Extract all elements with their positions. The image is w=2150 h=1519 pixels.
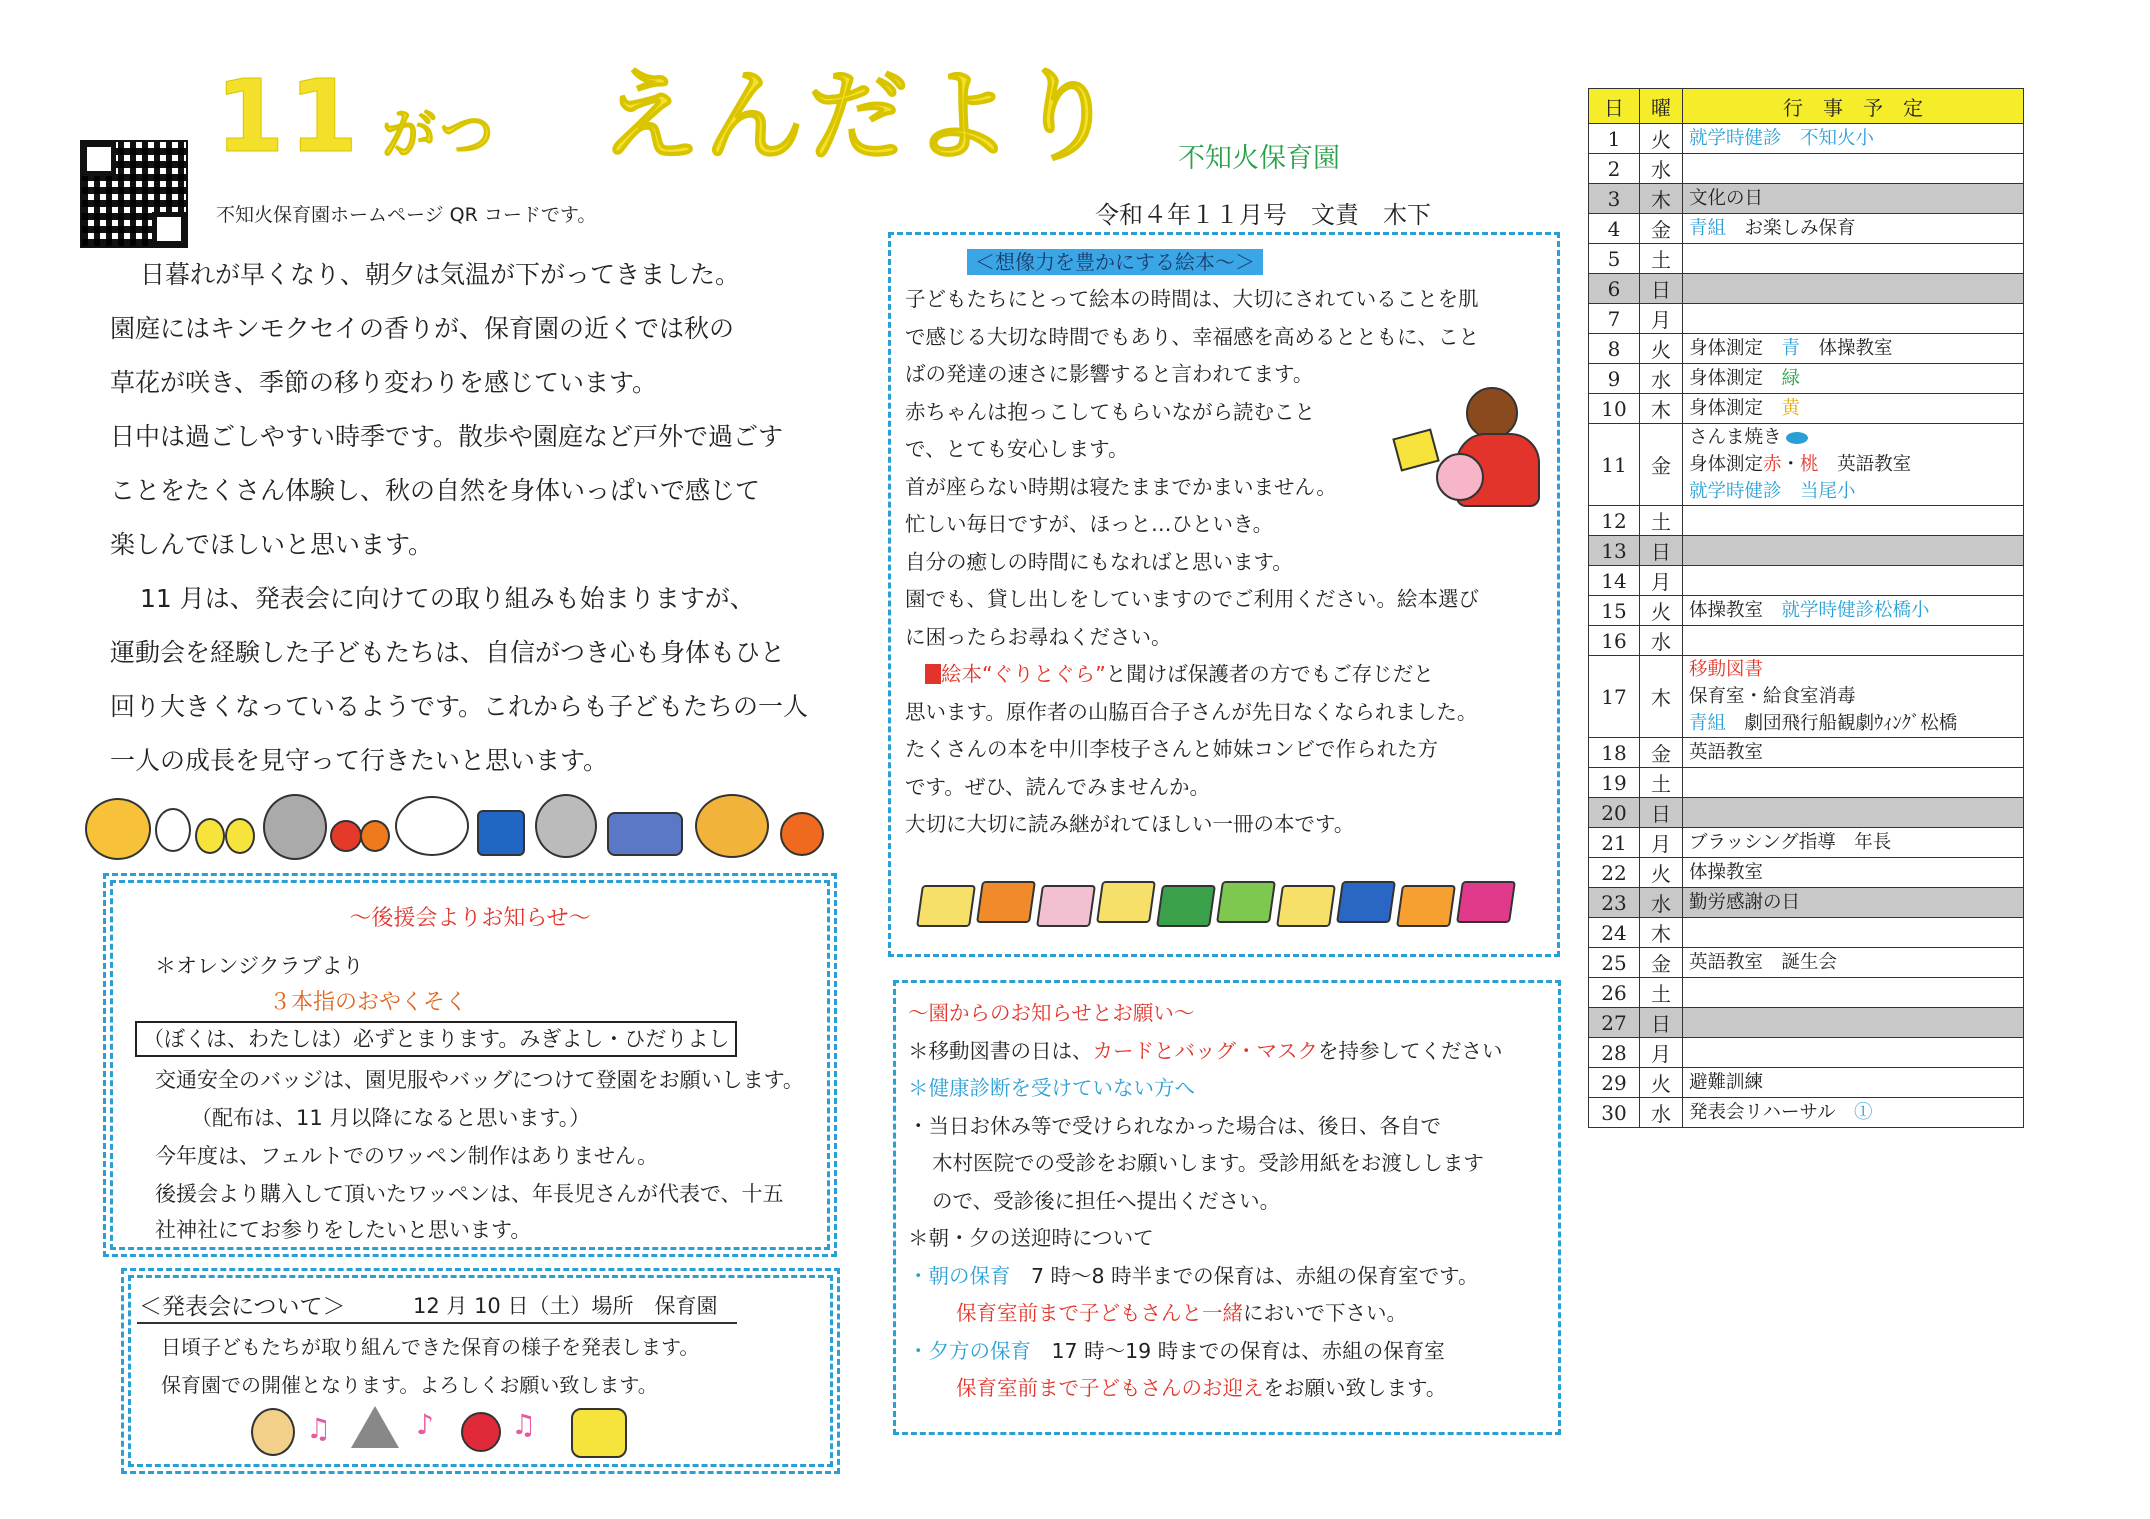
notices-line: 木村医院での受診をお願いします。受診用紙をお渡しします	[932, 1151, 1484, 1175]
picture-books-line: 子どもたちにとって絵本の時間は、大切にされていることを肌	[905, 287, 1479, 311]
calendar-row	[1589, 506, 2024, 536]
calendar-event-text: ①	[1854, 1101, 1873, 1123]
fish-icon	[1786, 432, 1808, 444]
calendar-events	[1683, 304, 2024, 334]
calendar-event-line	[1689, 597, 2017, 625]
calendar-weekday: 土	[1640, 244, 1683, 274]
guri-intro-line	[905, 656, 1479, 694]
calendar-row	[1589, 566, 2024, 596]
calendar-events	[1683, 506, 2024, 536]
picture-books-line: 首が座らない時期は寝たままでかまいません。	[905, 474, 1337, 499]
notice-highlight: カードとバッグ・マスク	[1092, 1038, 1318, 1063]
book-icon	[1336, 881, 1396, 923]
calendar-event-line	[1689, 859, 2017, 887]
calendar-events	[1683, 978, 2024, 1008]
notices-line: ＊朝・夕の送迎時について	[908, 1226, 1154, 1250]
calendar-event-line	[1689, 739, 2017, 767]
baby-icon	[1436, 453, 1484, 501]
calendar-events	[1683, 888, 2024, 918]
picture-books-box	[888, 232, 1560, 957]
calendar-weekday: 金	[1640, 948, 1683, 978]
intro-line: 日暮れが早くなり、朝夕は気温が下がってきました。	[140, 260, 741, 289]
calendar-row	[1589, 738, 2024, 768]
calendar-event-line	[1689, 829, 2017, 857]
instruments-illustration	[251, 1402, 671, 1458]
calendar-events	[1683, 566, 2024, 596]
calendar-day: 8	[1589, 334, 1640, 364]
support-title: ～後援会よりお知らせ～	[349, 906, 591, 931]
calendar-row	[1589, 154, 2024, 184]
picture-books-title	[967, 249, 1263, 275]
book-icon	[1392, 428, 1439, 471]
persimmon-icon	[780, 812, 824, 856]
calendar-event-text: さんま焼き	[1689, 427, 1782, 448]
calendar-events	[1683, 596, 2024, 626]
calendar-row	[1589, 536, 2024, 566]
calendar-day: 23	[1589, 888, 1640, 918]
calendar-event-text: 緑	[1781, 367, 1801, 389]
calendar-day: 1	[1589, 124, 1640, 154]
notice-highlight: 保育室前まで子どもさんのお迎え	[956, 1376, 1264, 1400]
calendar-event-text: 就学時健診 不知火小	[1689, 127, 1875, 149]
intro-line: 園庭にはキンモクセイの香りが、保育園の近くでは秋の	[110, 314, 735, 343]
calendar-weekday: 土	[1640, 768, 1683, 798]
calendar-event-text: 体操教室	[1689, 861, 1764, 883]
calendar-header-weekday: 曜	[1640, 89, 1683, 124]
cat-icon	[263, 794, 327, 860]
recital-when: 12 月 10 日（土）場所 保育園	[413, 1294, 718, 1318]
calendar-row	[1589, 244, 2024, 274]
book-icon	[1036, 885, 1096, 927]
calendar-events	[1683, 858, 2024, 888]
calendar-day: 9	[1589, 364, 1640, 394]
calendar-weekday: 日	[1640, 274, 1683, 304]
recital-title: ＜発表会について＞	[139, 1294, 346, 1320]
mother-reading-illustration	[1396, 383, 1546, 523]
book-icon	[1096, 881, 1156, 923]
event-calendar	[1588, 88, 2024, 1128]
calendar-event-line	[1689, 1069, 2017, 1097]
calendar-day: 28	[1589, 1038, 1640, 1068]
calendar-event-line	[1689, 125, 2017, 153]
notices-box	[893, 980, 1561, 1435]
calendar-event-text: 身体測定	[1689, 397, 1782, 419]
books-illustration-strip	[919, 875, 1539, 931]
calendar-day: 25	[1589, 948, 1640, 978]
calendar-weekday: 水	[1640, 888, 1683, 918]
triangle-icon	[351, 1406, 399, 1448]
calendar-row	[1589, 656, 2024, 738]
picture-books-line: で、とても安心します。	[905, 437, 1129, 461]
calendar-event-text: 青組	[1689, 217, 1727, 239]
intro-line: 回り大きくなっているようです。これからも子どもたちの一人	[110, 692, 809, 721]
calendar-events	[1683, 154, 2024, 184]
calendar-weekday: 月	[1640, 1038, 1683, 1068]
calendar-weekday: 金	[1640, 738, 1683, 768]
notices-line	[908, 1033, 1503, 1071]
calendar-event-line	[1689, 424, 2017, 451]
rabbit-icon	[395, 796, 469, 856]
calendar-row	[1589, 1068, 2024, 1098]
calendar-row	[1589, 978, 2024, 1008]
calendar-event-text: 移動図書	[1689, 659, 1764, 680]
intro-line: 運動会を経験した子どもたちは、自信がつき心も身体もひと	[110, 638, 786, 667]
calendar-events	[1683, 536, 2024, 566]
calendar-events	[1683, 1008, 2024, 1038]
calendar-events	[1683, 798, 2024, 828]
notices-line: ので、受診後に担任へ提出ください。	[932, 1188, 1281, 1213]
animal-illustration-strip	[85, 790, 845, 860]
calendar-day: 21	[1589, 828, 1640, 858]
calendar-row	[1589, 1098, 2024, 1128]
calendar-events	[1683, 828, 2024, 858]
picture-books-text	[905, 281, 1479, 844]
calendar-row	[1589, 768, 2024, 798]
calendar-row	[1589, 918, 2024, 948]
calendar-event-text: 文化の日	[1689, 187, 1764, 209]
qr-code-icon	[80, 140, 188, 248]
calendar-weekday: 土	[1640, 978, 1683, 1008]
calendar-event-text: 英語教室	[1818, 454, 1912, 475]
calendar-event-line	[1689, 451, 2017, 478]
calendar-weekday: 水	[1640, 154, 1683, 184]
calendar-weekday: 木	[1640, 394, 1683, 424]
calendar-weekday: 日	[1640, 536, 1683, 566]
book-icon	[976, 881, 1036, 923]
calendar-event-text: 英語教室 誕生会	[1689, 951, 1838, 973]
calendar-weekday: 火	[1640, 124, 1683, 154]
picture-books-heading: ＜想像力を豊かにする絵本～＞	[967, 249, 1263, 275]
calendar-weekday: 火	[1640, 596, 1683, 626]
calendar-event-text: 避難訓練	[1689, 1071, 1764, 1093]
calendar-row	[1589, 394, 2024, 424]
calendar-weekday: 木	[1640, 918, 1683, 948]
calendar-row	[1589, 828, 2024, 858]
calendar-day: 6	[1589, 274, 1640, 304]
calendar-row	[1589, 1008, 2024, 1038]
page-title: えんだより	[600, 58, 1120, 175]
picture-books-line: 園でも、貸し出しをしていますのでご利用ください。絵本選び	[905, 587, 1479, 611]
calendar-day: 19	[1589, 768, 1640, 798]
calendar-event-text: 就学時健診 当尾小	[1689, 481, 1856, 502]
calendar-event-line	[1689, 683, 2017, 710]
calendar-events	[1683, 364, 2024, 394]
calendar-weekday: 水	[1640, 364, 1683, 394]
calendar-day: 10	[1589, 394, 1640, 424]
calendar-day: 26	[1589, 978, 1640, 1008]
calendar-weekday: 土	[1640, 506, 1683, 536]
calendar-day: 4	[1589, 214, 1640, 244]
calendar-row	[1589, 364, 2024, 394]
support-line: 後援会より購入して頂いたワッペンは、年長児さんが代表で、十五	[155, 1182, 784, 1206]
notices-line	[908, 1295, 1503, 1333]
calendar-event-text: 勤労感謝の日	[1689, 891, 1801, 913]
recital-underline	[137, 1322, 737, 1324]
calendar-row	[1589, 1038, 2024, 1068]
calendar-events	[1683, 738, 2024, 768]
calendar-row	[1589, 214, 2024, 244]
truck-icon	[607, 812, 683, 856]
calendar-events	[1683, 626, 2024, 656]
calendar-day: 14	[1589, 566, 1640, 596]
calendar-day: 27	[1589, 1008, 1640, 1038]
notice-text: 17 時～19 時までの保育は、赤組の保育室	[1051, 1338, 1445, 1363]
notice-text: をお願い致します。	[1263, 1376, 1447, 1400]
book-icon	[1456, 881, 1516, 923]
calendar-weekday: 木	[1640, 656, 1683, 738]
notices-title: ～園からのお知らせとお願い～	[908, 1001, 1195, 1025]
intro-line: 楽しんでほしいと思います。	[110, 530, 434, 559]
calendar-weekday: 水	[1640, 626, 1683, 656]
calendar-event-text: 身体測定	[1689, 454, 1764, 475]
calendar-weekday: 水	[1640, 1098, 1683, 1128]
book-icon	[916, 885, 976, 927]
calendar-day: 3	[1589, 184, 1640, 214]
support-promise: ３本指のおやくそく	[269, 990, 468, 1015]
support-association-box	[110, 880, 830, 1250]
recital-box	[128, 1275, 833, 1467]
calendar-row	[1589, 888, 2024, 918]
recital-line: 保育園での開催となります。よろしくお願い致します。	[161, 1373, 658, 1397]
notice-text: 7 時～8 時半までの保育は、赤組の保育室です。	[1031, 1263, 1479, 1288]
title-number: 11	[215, 58, 363, 175]
calendar-body	[1589, 124, 2024, 1128]
calendar-event-text: 劇団飛行船観劇ｳｨﾝｸﾞ松橋	[1726, 713, 1958, 734]
calendar-event-text: 英語教室	[1689, 741, 1764, 763]
calendar-events	[1683, 334, 2024, 364]
notice-text: を持参してください	[1318, 1038, 1503, 1063]
calendar-header-row	[1589, 89, 2024, 124]
book-icon	[925, 664, 941, 684]
apple-icon	[360, 820, 390, 852]
chick-icon	[225, 818, 255, 854]
support-line: 今年度は、フェルトでのワッペン制作はありません。	[155, 1144, 659, 1168]
calendar-event-text: 身体測定	[1689, 337, 1782, 359]
calendar-events	[1683, 394, 2024, 424]
guri-title: 絵本“ぐりとぐら”	[941, 662, 1106, 686]
calendar-weekday: 日	[1640, 1008, 1683, 1038]
calendar-events	[1683, 948, 2024, 978]
notice-text: ＊移動図書の日は、	[908, 1038, 1093, 1063]
calendar-day: 7	[1589, 304, 1640, 334]
calendar-event-line	[1689, 949, 2017, 977]
notice-highlight: ・夕方の保育	[908, 1338, 1031, 1363]
mother-head-icon	[1466, 387, 1518, 439]
calendar-weekday: 月	[1640, 566, 1683, 596]
calendar-event-text: ・	[1781, 454, 1801, 475]
calendar-day: 18	[1589, 738, 1640, 768]
calendar-events	[1683, 214, 2024, 244]
school-name: 不知火保育園	[1178, 143, 1340, 174]
book-icon	[1216, 881, 1276, 923]
calendar-row	[1589, 858, 2024, 888]
calendar-day: 11	[1589, 424, 1640, 506]
calendar-day: 13	[1589, 536, 1640, 566]
calendar-event-line	[1689, 1099, 2017, 1127]
recital-line: 日頃子どもたちが取り組んできた保育の様子を発表します。	[161, 1335, 700, 1359]
snare-drum-icon	[571, 1408, 627, 1458]
calendar-weekday: 火	[1640, 1068, 1683, 1098]
calendar-event-line	[1689, 335, 2017, 363]
calendar-day: 30	[1589, 1098, 1640, 1128]
calendar-event-text: お楽しみ保育	[1726, 217, 1856, 239]
calendar-events	[1683, 124, 2024, 154]
calendar-day: 22	[1589, 858, 1640, 888]
picture-books-line: で感じる大切な時間でもあり、幸福感を高めるとともに、こと	[905, 324, 1479, 349]
qr-caption: 不知火保育園ホームページ QR コードです。	[216, 204, 597, 226]
mouse-icon	[535, 794, 597, 858]
calendar-row	[1589, 596, 2024, 626]
calendar-weekday: 火	[1640, 858, 1683, 888]
calendar-event-line	[1689, 185, 2017, 213]
drum-icon	[251, 1408, 295, 1456]
intro-line: 11 月は、発表会に向けての取り組みも始まりますが、	[140, 584, 755, 613]
calendar-event-text: 体操教室	[1800, 337, 1893, 359]
notices-line	[908, 1370, 1503, 1408]
music-note-icon: ♪	[416, 1408, 434, 1441]
support-promise-box: （ぼくは、わたしは）必ずとまります。みぎよし・ひだりよし	[135, 1021, 737, 1057]
book-icon	[1156, 885, 1216, 927]
calendar-row	[1589, 184, 2024, 214]
calendar-event-text: 保育室・給食室消毒	[1689, 686, 1856, 707]
notices-line	[908, 1258, 1503, 1296]
calendar-event-text: 赤	[1763, 454, 1782, 475]
calendar-day: 29	[1589, 1068, 1640, 1098]
notices-line	[908, 1333, 1503, 1371]
chick-icon	[155, 808, 191, 852]
issue-info: 令和４年１１月号 文責 木下	[1095, 201, 1431, 229]
guri-rest: と聞けば保護者の方でもご存じだと	[1105, 662, 1434, 686]
calendar-event-text: ブラッシング指導 年長	[1689, 831, 1892, 853]
calendar-events	[1683, 424, 2024, 506]
calendar-event-line	[1689, 478, 2017, 505]
picture-books-line: に困ったらお尋ねください。	[905, 624, 1172, 649]
title-gatsu: がつ	[382, 103, 498, 166]
calendar-row	[1589, 274, 2024, 304]
intro-line: 日中は過ごしやすい時季です。散歩や園庭など戸外で過ごす	[110, 422, 784, 451]
calendar-day: 5	[1589, 244, 1640, 274]
calendar-row	[1589, 304, 2024, 334]
calendar-row	[1589, 124, 2024, 154]
calendar-row	[1589, 626, 2024, 656]
calendar-event-line	[1689, 889, 2017, 917]
calendar-day: 16	[1589, 626, 1640, 656]
calendar-event-text: 身体測定	[1689, 367, 1782, 389]
calendar-weekday: 日	[1640, 798, 1683, 828]
notice-highlight: 保育室前まで子どもさんと一緒	[956, 1301, 1243, 1325]
apple-icon	[330, 820, 362, 852]
notice-text: においで下さい。	[1243, 1301, 1407, 1325]
notices-line: ＊健康診断を受けていない方へ	[908, 1076, 1195, 1100]
calendar-event-text: 桃	[1800, 454, 1819, 475]
squirrel-icon	[695, 794, 769, 858]
intro-text	[110, 248, 880, 788]
calendar-weekday: 金	[1640, 214, 1683, 244]
calendar-events	[1683, 1068, 2024, 1098]
notices-text	[908, 995, 1503, 1408]
calendar-event-text: 発表会リハーサル	[1689, 1101, 1855, 1123]
calendar-row	[1589, 334, 2024, 364]
calendar-event-text: 就学時健診松橋小	[1781, 599, 1930, 621]
picture-books-line: 忙しい毎日ですが、ほっと…ひといき。	[905, 512, 1274, 536]
calendar-row	[1589, 424, 2024, 506]
book-icon	[1396, 885, 1456, 927]
blocks-icon	[477, 810, 525, 856]
book-icon	[1276, 885, 1336, 927]
calendar-weekday: 月	[1640, 304, 1683, 334]
calendar-events	[1683, 244, 2024, 274]
calendar-day: 15	[1589, 596, 1640, 626]
calendar-events	[1683, 184, 2024, 214]
calendar-weekday: 木	[1640, 184, 1683, 214]
intro-line: 一人の成長を見守って行きたいと思います。	[110, 746, 609, 775]
picture-books-line: ばの発達の速さに影響すると言われてます。	[905, 362, 1314, 386]
calendar-events	[1683, 1098, 2024, 1128]
calendar-event-text: 体操教室	[1689, 599, 1782, 621]
guri-line: 大切に大切に読み継がれてほしい一冊の本です。	[905, 812, 1355, 836]
bear-icon	[85, 798, 151, 860]
calendar-events	[1683, 1038, 2024, 1068]
intro-line: 草花が咲き、季節の移り変わりを感じています。	[110, 368, 658, 397]
intro-line: ことをたくさん体験し、秋の自然を身体いっぱいで感じて	[110, 476, 761, 505]
calendar-day: 17	[1589, 656, 1640, 738]
castanet-icon	[461, 1412, 501, 1452]
calendar-event-text: 青	[1781, 337, 1801, 359]
calendar-event-line	[1689, 365, 2017, 393]
calendar-event-line	[1689, 710, 2017, 737]
calendar-event-line	[1689, 395, 2017, 423]
calendar-event-text: 黄	[1781, 397, 1801, 419]
guri-line: です。ぜひ、読んでみませんか。	[905, 774, 1211, 799]
calendar-event-line	[1689, 656, 2017, 683]
support-line: （配布は、11 月以降になると思います。）	[191, 1106, 591, 1130]
notice-highlight: ・朝の保育	[908, 1263, 1011, 1288]
calendar-row	[1589, 948, 2024, 978]
music-note-icon: ♫	[306, 1412, 332, 1445]
chick-icon	[195, 818, 225, 854]
calendar-row	[1589, 798, 2024, 828]
calendar-header-day: 日	[1589, 89, 1640, 124]
calendar-day: 2	[1589, 154, 1640, 184]
guri-line: 思います。原作者の山脇百合子さんが先日なくなられました。	[905, 699, 1478, 724]
calendar-weekday: 火	[1640, 334, 1683, 364]
calendar-events	[1683, 918, 2024, 948]
picture-books-line: 赤ちゃんは抱っこしてもらいながら読むこと	[905, 399, 1315, 424]
support-from: ＊オレンジクラブより	[155, 954, 364, 978]
calendar-day: 20	[1589, 798, 1640, 828]
music-note-icon: ♫	[511, 1408, 537, 1441]
guri-line: たくさんの本を中川李枝子さんと姉妹コンビで作られた方	[905, 737, 1438, 761]
calendar-header-events: 行 事 予 定	[1683, 89, 2024, 124]
notices-line: ・当日お休み等で受けられなかった場合は、後日、各自で	[908, 1113, 1441, 1138]
support-line: 交通安全のバッジは、園児服やバッグにつけて登園をお願いします。	[155, 1068, 804, 1092]
support-line: 社神社にてお参りをしたいと思います。	[155, 1218, 532, 1242]
calendar-events	[1683, 656, 2024, 738]
calendar-day: 24	[1589, 918, 1640, 948]
calendar-weekday: 月	[1640, 828, 1683, 858]
calendar-events	[1683, 274, 2024, 304]
calendar-events	[1683, 768, 2024, 798]
calendar-event-line	[1689, 215, 2017, 243]
calendar-event-text: 青組	[1689, 713, 1727, 734]
calendar-day: 12	[1589, 506, 1640, 536]
calendar-weekday: 金	[1640, 424, 1683, 506]
picture-books-line: 自分の癒しの時間にもなればと思います。	[905, 549, 1293, 574]
